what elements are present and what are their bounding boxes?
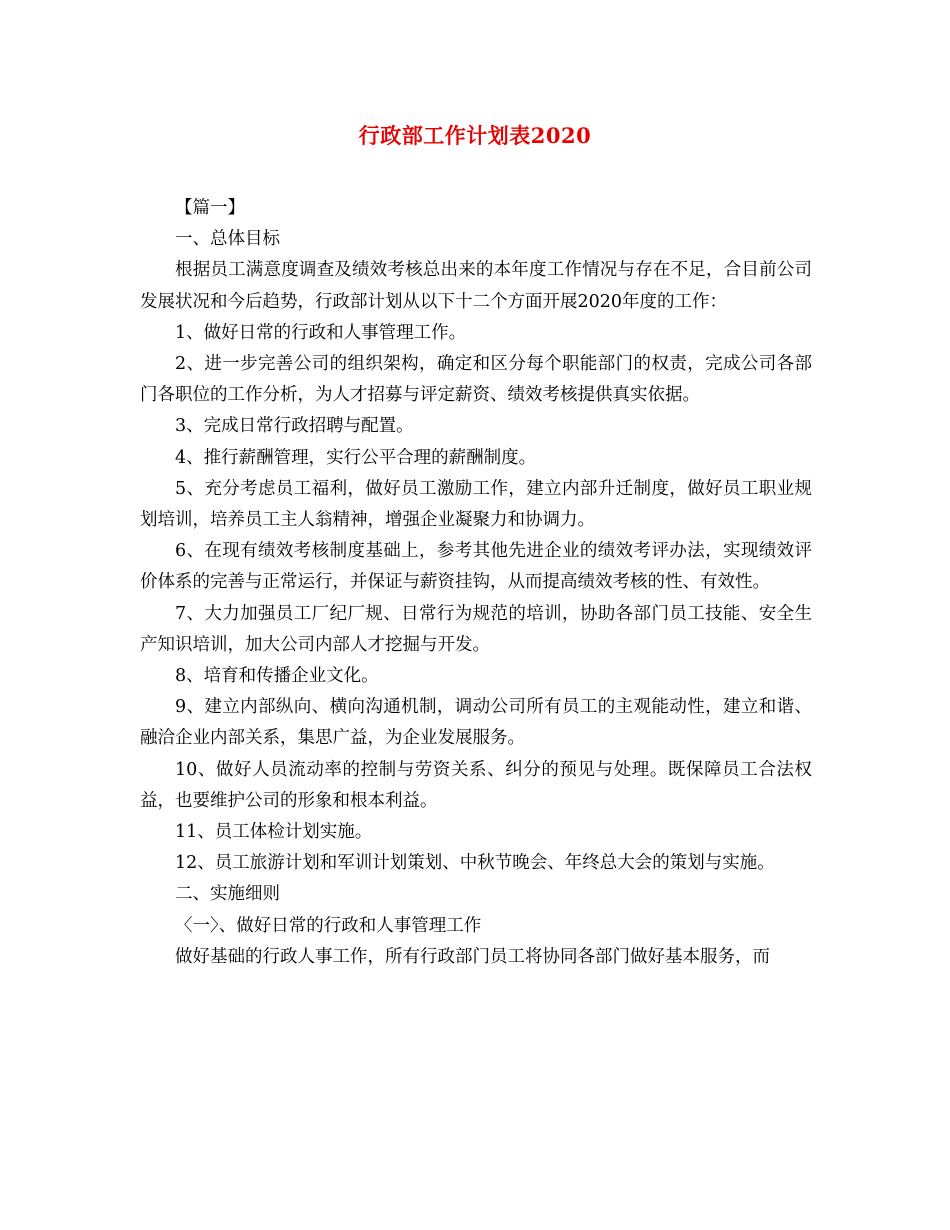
list-item-5: 5、充分考虑员工福利，做好员工激励工作，建立内部升迁制度，做好员工职业规划培训，培养员工主人翁精神，增强企业凝聚力和协调力。	[140, 478, 812, 531]
list-item-10: 10、做好人员流动率的控制与劳资关系、纠分的预见与处理。既保障员工合法权益，也要维护公司的形象和根本利益。	[140, 759, 812, 811]
list-item-6: 6、在现有绩效考核制度基础上，参考其他先进企业的绩效考评办法，实现绩效评价体系的完善与正常运行，并保证与薪资挂钩，从而提高绩效考核的性、有效性。	[140, 541, 812, 593]
list-item-7: 7、大力加强员工厂纪厂规、日常行为规范的培训，协助各部门员工技能、安全生产知识培训，加大公司内部人才挖掘与开发。	[140, 603, 812, 655]
list-item-1: 1、做好日常的行政和人事管理工作。	[175, 322, 467, 343]
list-item-12: 12、员工旅游计划和军训计划策划、中秋节晚会、年终总大会的策划与实施。	[175, 853, 775, 874]
list-item-2: 2、进一步完善公司的组织架构，确定和区分每个职能部门的权责，完成公司各部门各职位的工作分析，为人才招募与评定薪资、绩效考核提供真实依据。	[140, 354, 812, 406]
list-item-11: 11、员工体检计划实施。	[175, 822, 373, 843]
heading-implementation: 二、实施细则	[175, 884, 280, 905]
paragraph-basic-work: 做好基础的行政人事工作，所有行政部门员工将协同各部门做好基本服务，而	[175, 946, 770, 967]
subheading-daily-admin: 〈一〉、做好日常的行政和人事管理工作	[175, 915, 482, 936]
list-item-8: 8、培育和传播企业文化。	[175, 666, 379, 687]
list-item-4: 4、推行薪酬管理，实行公平合理的薪酬制度。	[175, 447, 537, 468]
section-label-pian-1: 【篇一】	[175, 198, 245, 218]
paragraph-intro: 根据员工满意度调查及绩效考核总出来的本年度工作情况与存在不足，合目前公司发展状况和今后趋势，行政部计划从以下十二个方面开展2020年度的工作：	[140, 260, 812, 312]
list-item-9: 9、建立内部纵向、横向沟通机制，调动公司所有员工的主观能动性，建立和谐、融洽企业内部关系，集思广益，为企业发展服务。	[140, 697, 812, 749]
list-item-3: 3、完成日常行政招聘与配置。	[175, 416, 414, 437]
heading-overall-goal: 一、总体目标	[175, 229, 280, 250]
document-body	[140, 193, 812, 973]
document-title: 行政部工作计划表2020	[358, 123, 592, 148]
